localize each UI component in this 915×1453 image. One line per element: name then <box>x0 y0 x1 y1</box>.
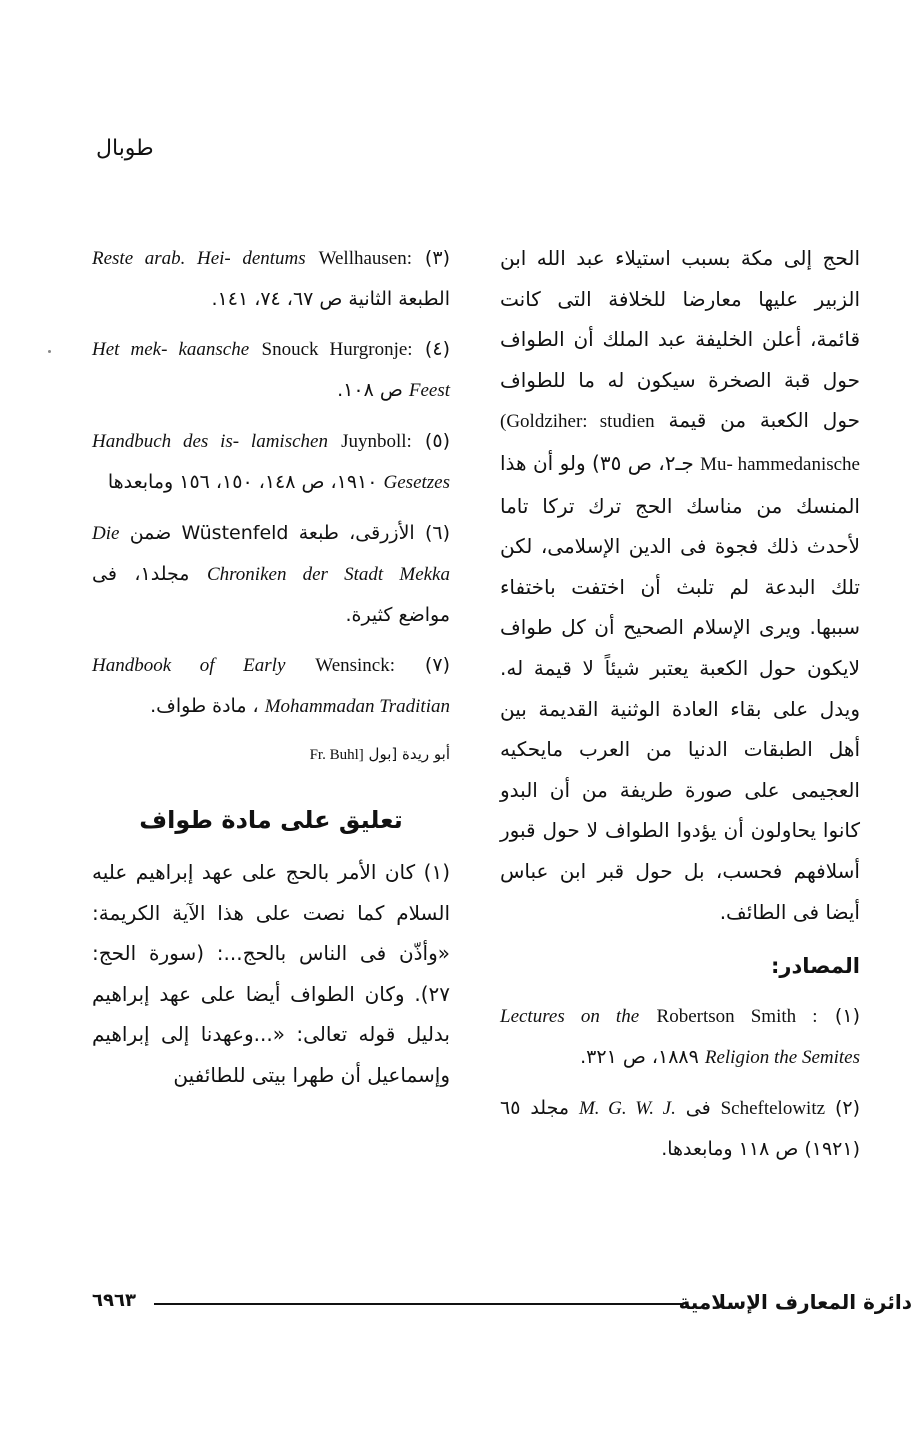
note-number: (٧) <box>424 654 450 676</box>
source-author: Scheftelowitz <box>720 1098 826 1120</box>
note-prefix: ضمن <box>129 522 172 544</box>
page-footer <box>92 1290 912 1318</box>
note-author: Wellhausen: <box>318 248 413 269</box>
note-entry <box>92 645 450 727</box>
note-details: مجلد١، فى مواضع كثيرة. <box>92 563 450 626</box>
footer-rule <box>154 1303 682 1305</box>
source-prefix: فى <box>685 1097 711 1120</box>
note-author: الأزرقى، طبعة Wüstenfeld <box>181 522 415 544</box>
note-title: Reste arab. Hei- dentums <box>92 248 306 269</box>
margin-mark <box>48 350 51 353</box>
left-column <box>92 238 450 1096</box>
note-title: Handbook of Early Mohammadan Traditian <box>92 655 450 717</box>
note-entry <box>92 329 450 411</box>
page-number: ٦٩٦٣ <box>92 1290 136 1311</box>
source-details: مجلد ٦٥ (١٩٢١) ص ١١٨ ومابعدها. <box>500 1097 860 1161</box>
note-number: (٥) <box>424 430 450 452</box>
author-credit-arabic: أبو ريدة [بول <box>368 745 450 763</box>
source-number: (٢) <box>834 1097 860 1120</box>
note-title: Het mek- kaansche Feest <box>92 339 450 401</box>
source-details: ١٨٨٩، ص ٣٢١. <box>580 1046 699 1069</box>
article-author <box>92 743 450 766</box>
article-body <box>500 238 860 932</box>
sources-heading: المصادر: <box>770 954 860 979</box>
source-entry <box>500 1088 860 1169</box>
note-title: Handbuch des is- lamischen Gesetzes <box>92 431 450 493</box>
source-number: (١) <box>834 1005 860 1028</box>
note-number: (٣) <box>424 247 450 269</box>
source-title: M. G. W. J. <box>578 1098 676 1120</box>
article-body-continuation: جـ٢، ص ٣٥) ولو أن هذا المنسك من مناسك الحج ترك تركا تاما لأحدث ذلك فجوة فى الدين الإسلامى، لكن تلك البدعة لم تلبث أن اختفت باختفاء سببها. ويرى الإسلام الصحيح أن كل طواف لايكون حول الكعبة يعتبر شيئاً لا قيمة له. ويدل على بقاء العادة الوثنية القديمة بين أهل الطبقات الدنيا من العرب مايحكيه العجيمى على صورة طريفة من أن البدو كانوا يحاولون أن يؤدوا الطواف لا حول قبور أسلافهم فحسب، بل حول قبر ابن عباس أيضا فى الطائف. <box>500 450 860 924</box>
note-entry <box>92 238 450 319</box>
article-body-reference: (Goldziher: studien Mu- hammedanische <box>500 411 860 475</box>
note-details: الطبعة الثانية ص ٦٧، ٧٤، ١٤١. <box>211 288 450 310</box>
note-number: (٤) <box>424 338 450 360</box>
note-details: ، مادة طواف. <box>150 695 259 717</box>
comment-title: تعليق على مادة طواف <box>139 806 403 834</box>
note-author: Juynboll: <box>341 431 412 452</box>
source-title: Lectures on the Religion the Semites <box>500 1006 860 1069</box>
note-author: Snouck Hurgronje: <box>261 339 413 360</box>
source-author: Robertson Smith : <box>656 1006 818 1028</box>
right-column <box>500 238 860 1179</box>
author-credit-latin: Fr. Buhl] <box>309 747 364 763</box>
note-title: Die Chroniken der Stadt Mekka <box>92 523 450 585</box>
running-header: طوبال <box>96 136 154 161</box>
note-number: (٦) <box>424 522 451 544</box>
footer-title: دائرة المعارف الإسلامية <box>678 1290 912 1314</box>
note-entry <box>92 421 450 503</box>
note-author: Wensinck: <box>315 655 396 676</box>
note-details: ١٩١٠، ص ١٤٨، ١٥٠، ١٥٦ ومابعدها <box>107 471 378 493</box>
article-body-text: الحج إلى مكة بسبب استيلاء عبد الله ابن الزبير عليها معارضا للخلافة التى كانت قائمة، أعلن الخليفة عبد الملك أن الطواف حول قبة الصخرة سيكون له ما للطواف حول الكعبة من قيمة <box>500 246 861 433</box>
note-entry <box>92 513 450 635</box>
comment-body: (١) كان الأمر بالحج على عهد إبراهيم عليه السلام كما نصت على هذا الآية الكريمة: «وأذّن فى الناس بالحج...: (سورة الحج: ٢٧). وكان الطواف أيضا على عهد إبراهيم بدليل قوله تعالى: «...وعهدنا إلى إبراهيم وإسماعيل أن طهرا بيتى للطائفين <box>92 860 450 1087</box>
source-entry <box>500 996 860 1078</box>
note-details: ص ١٠٨. <box>337 379 403 401</box>
